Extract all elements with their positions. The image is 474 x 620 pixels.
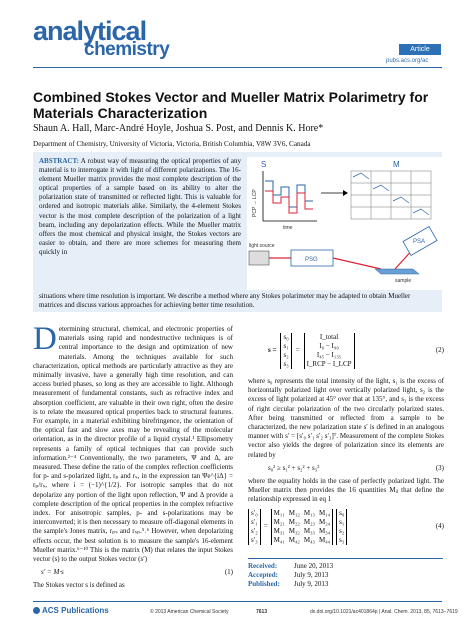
received-label: Received: [248,562,278,570]
footer-divider [33,601,442,602]
mueller-matrix: M₁₁ M₁₂ M₁₃ M₁₄ M₂₁ M₂₂ M₂₃ M₂₄ M₃₁ M₃₂ M₃₃ M₃₄ M₄₁ M₄₂ M₄₃ M₄₄ [271,509,333,546]
equation-1 [33,568,233,577]
drop-cap: D [33,321,57,357]
article-title: Combined Stokes Vector and Mueller Matrix Polarimetry for Materials Characterization [33,89,429,121]
abstract-text [39,157,241,257]
abstract-body: A robust way of measuring the optical properties of any material is to interrogate it with light of different polarizations. The 16-element Mueller matrix provides the most complete description of the optical properties of a sample based on its ability to alter the polarization state of transmitted or reflected light. This is valuable for ordered and isotropic materials alike. Similarly, the 4-element Stokes vector is the most complete description of the polarization of a light beam, including any depolarization effects. While the Mueller matrix offers the most chemical and physical insight, the Stokes vectors are easier to obtain, and there are more schemes for measuring them quickly in [39,157,241,256]
published-label: Published: [248,580,280,588]
psa-label: PSA [413,239,426,245]
psg-label: PSG [305,257,318,263]
equation-4: s′₀ s′₁ s′₂ s′₃ = M₁₁ M₁₂ M₁₃ M₁₄ M₂₁ M₂₂ M₂₃ M₂₄ M₃₁ M₃₂ M₃₃ M₃₄ M₄₁ M₄₂ M₄₃ M₄₄ s₀ s₁ s₂ s₃ (4) [248,509,444,546]
equation-2: s = s₀ s₁ s₂ s₃ = I_total I₀ − I₉₀ I₄₅ − I₁₃₅ I_RCP − I_LCP (2) [268,332,444,369]
journal-url[interactable]: pubs.acs.org/ac [386,58,429,64]
affiliation: Department of Chemistry, University of Victoria, Victoria, British Columbia, V8W 3V6, Canada [33,140,311,148]
publication-dates [248,562,443,589]
equation-3-number: (3) [435,463,444,472]
intro-text: etermining structural, chemical, and electronic properties of materials using rapid and nondestructive techniques is of central importance to the design and optimization of new materials. Among the techniques available for such characterization, optical methods are particularly attractive as they are minimally invasive, have a generally high time resolution, and can access buried phases, so long as they are accessible to light. Although measurement of fundamental constants, such as refractive index and absorption coefficient, are valuable in their own right, often the desire is to relate the measured optical properties back to structural features. For example, in a material exhibiting birefringence, the orientation of the optical fast and slow axes may be revealing of the molecular orientation, as in the director profile of a liquid crystal.¹ Ellipsometry represents a family of optical techniques that can provide such information.²⁻⁴ Conventionally, the two parameters, Ψ and Δ, are measured. These define the ratio of the complex reflection coefficients for p- and s-polarized light, rₚ and rₛ, in the expression tan Ψe^{iΔ} = rₚ/rₛ, where i = (−1)^{1/2}. For isotropic samples that do not depolarize any portion of the light upon reflection, Ψ and Δ provide a complete description of the optical properties in the complex refractive index. For anisotropic samples, p- and s-polarizations may be interconverted; it is then necessary to measure off-diagonal elements in the sample's Jones matrix, rₚₛ and rₛₚ.⁵˒⁶ However, when depolarizing effects occur, the best solution is to measure the sample's 16-element Mueller matrix.⁶⁻¹⁰ This is the matrix (M) that relates the input Stokes vector (s) to the output Stokes vector (s′) [33,325,233,564]
stokes-intensities: I_total I₀ − I₉₀ I₄₅ − I₁₃₅ I_RCP − I_LCP [304,333,355,370]
page-number: 7613 [256,609,268,615]
label-s: S [261,160,267,169]
input-stokes-vector: s₀ s₁ s₂ s₃ [336,509,347,546]
equation-3 [248,464,444,473]
copyright: © 2013 American Chemical Society [150,609,229,615]
mueller-explanation: where the equality holds in the case of perfectly polarized light. The Mueller matrix then provides the 16 quantities Mᵢⱼ that define the relationship expressed in eq 1 [248,477,444,504]
y-axis-label: PCP → LCP [252,189,258,217]
equation-1-number: (1) [224,568,233,577]
published-date: July 9, 2013 [294,580,329,588]
accepted-date: July 9, 2013 [294,571,329,579]
author-list: Shaun A. Hall, Marc-André Hoyle, Joshua S. Post, and Dennis K. Hore* [33,123,324,134]
abstract-label: ABSTRACT: [39,157,79,165]
body-column-2 [248,325,444,545]
doi-citation[interactable]: dx.doi.org/10.1021/ac401864p | Anal. Chem. 2013, 85, 7613−7619 [310,609,458,615]
equation-2-number: (2) [435,346,444,355]
toc-graphic [247,157,443,290]
header-divider [33,67,442,68]
light-source-label: light source [249,243,275,249]
label-m: M [393,160,400,169]
article-type-badge: Article [399,44,441,55]
stokes-explanation: where s₀ represents the total intensity of the light, s₁ is the excess of horizontally polarized light over vertically polarized light, s₂ is the excess of light polarized at 45° over that at 135°, and s₃ is the excess of right circular polarization of the two circularly polarized states. After being transmitted or reflected from a sample to be characterized, the new polarization state s′ is defined in an analogous manner with s′ = [s′₀ s′₁ s′₂ s′₃]ᵀ. Measurement of the complete Stokes vector also yields the degree of polarization since its elements are related by [248,377,444,459]
dates-divider [248,558,443,559]
equation-3-body: s₀² ≥ s₁² + s₂² + s₃² [268,463,320,472]
output-stokes-vector: s′₀ s′₁ s′₂ s′₃ [248,509,261,546]
x-axis-label: time [283,225,293,231]
equation-4-number: (4) [435,522,444,531]
accepted-label: Accepted: [248,571,278,579]
sample-label: sample [395,278,412,284]
equation-1-body: s′ = M·s [41,568,64,577]
equation-2-lhs: s = [268,346,277,355]
acs-logo-icon [33,607,40,614]
abstract-text-continued: situations where time resolution is important. We describe a method where any Stokes polarimeter may be adapted to obtain Mueller matrices and discuss various approaches for achieving better time resolution. [39,292,411,310]
journal-logo-line1: analytical [33,16,147,46]
body-column-1 [33,321,233,591]
stokes-vector: s₀ s₁ s₂ s₃ [280,333,291,370]
acs-publications-logo: ACS Publications [33,606,109,615]
journal-logo-line2: chemistry [84,39,170,60]
stokes-definition-lead: The Stokes vector s is defined as [33,581,125,590]
received-date: June 20, 2013 [294,562,334,570]
